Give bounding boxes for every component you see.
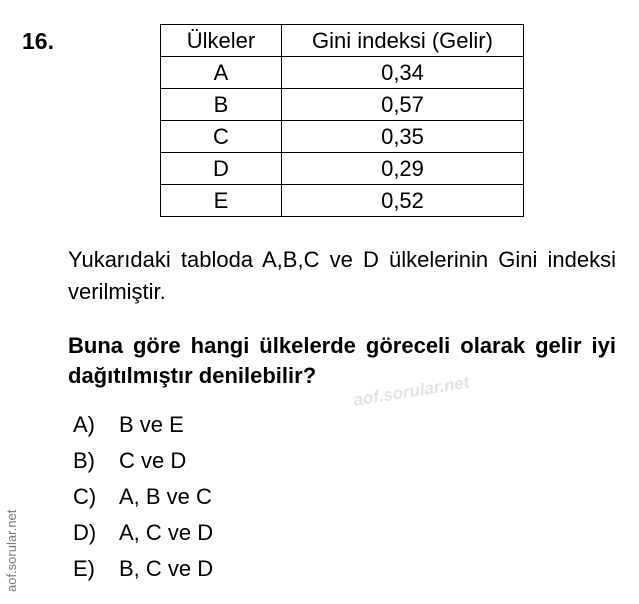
option-text: A, C ve D: [119, 520, 214, 545]
table-row: [161, 153, 524, 185]
option-text: A, B ve C: [119, 484, 212, 509]
country-cell: D: [161, 153, 282, 185]
question-number: 16.: [22, 28, 54, 54]
option-text: C ve D: [119, 448, 187, 473]
gini-value-cell: 0,35: [282, 121, 524, 153]
gini-value-cell: 0,34: [282, 57, 524, 89]
country-cell: B: [161, 89, 282, 121]
country-cell: E: [161, 185, 282, 217]
table-row: [161, 185, 524, 217]
center-watermark: aof.sorular.net: [352, 372, 471, 410]
gini-table: [160, 24, 524, 217]
option-letter: A): [73, 412, 95, 437]
side-watermark: aof.sorular.net: [4, 509, 19, 592]
gini-value-cell: 0,52: [282, 185, 524, 217]
option-letter: B): [73, 448, 95, 473]
table-row: [161, 121, 524, 153]
question-prompt: Buna göre hangi ülkelerde göreceli olarak gelir iyi dağıtılmıştır denilebilir?: [68, 333, 616, 388]
question-stem: Yukarıdaki tabloda A,B,C ve D ülkelerinin Gini indeksi verilmiştir.: [68, 247, 616, 304]
option-letter: D): [73, 520, 97, 545]
header-gini-index: Gini indeksi (Gelir): [282, 25, 524, 57]
table-row: [161, 57, 524, 89]
option-a[interactable]: [73, 410, 213, 446]
option-letter: C): [73, 484, 97, 509]
option-text: B, C ve D: [119, 556, 214, 581]
option-b[interactable]: [73, 446, 213, 482]
country-cell: C: [161, 121, 282, 153]
country-cell: A: [161, 57, 282, 89]
option-c[interactable]: [73, 482, 213, 518]
table-row: [161, 89, 524, 121]
table-header-row: [161, 25, 524, 57]
option-text: B ve E: [119, 412, 184, 437]
answer-options: [73, 410, 213, 590]
header-countries: Ülkeler: [161, 25, 282, 57]
gini-value-cell: 0,57: [282, 89, 524, 121]
option-d[interactable]: [73, 518, 213, 554]
option-letter: E): [73, 556, 95, 581]
option-e[interactable]: [73, 554, 213, 590]
gini-value-cell: 0,29: [282, 153, 524, 185]
